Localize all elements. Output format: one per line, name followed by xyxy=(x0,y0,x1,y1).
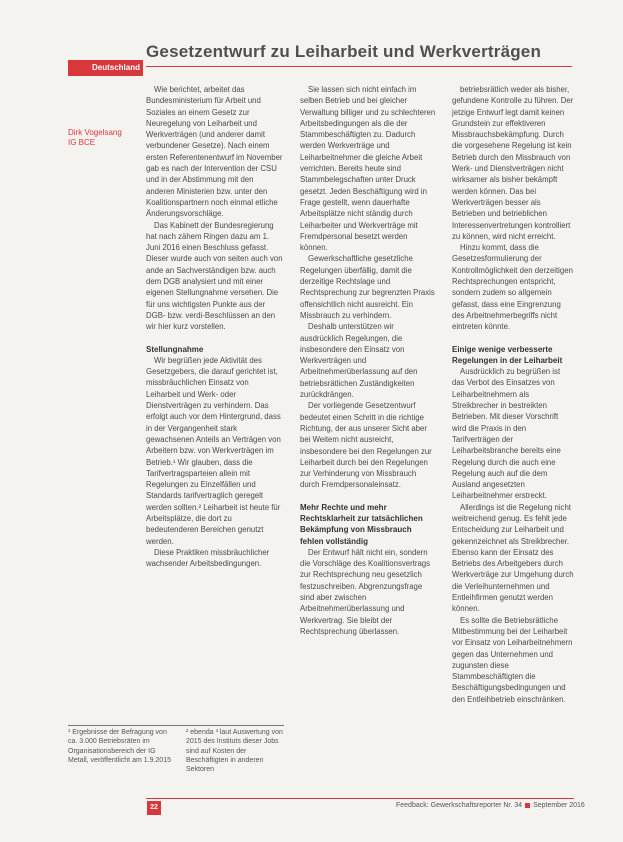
page-number: 22 xyxy=(147,801,161,815)
body-paragraph: Der Entwurf hält nicht ein, sondern die Vorschläge des Koalitionsvertrags zur Rechtsprechung neu gesetzlich festzuschreiben. Abgrenzungsfrage sind aber zwischen Arbeitnehmerüberlassung und Werkvertrag. Sie bleibt der Rechtsprechung überlassen. xyxy=(300,547,431,636)
paragraph-gap xyxy=(452,333,574,344)
publication-date: September 2016 xyxy=(533,802,585,809)
body-paragraph: betriebsrätlich weder als bisher, gefundene Kontrolle zu führen. Der jetzige Entwurf legt damit keinen Grundstein zur effektiveren Missbrauchsbekämpfung. Durch die vorgesehene Regelung ist kein Betrieb durch den Missbrauch von Werk- und Dienstverträgen nicht wirksamer als bisher bekämpft werden können. Das bei Werkverträgen besser als Betrieben und betrieblichen Interessenvertretungen kontrolliert zu können, wird nicht erreicht. xyxy=(452,85,574,241)
author-affiliation: IG BCE xyxy=(68,138,96,147)
title-rule xyxy=(146,66,572,67)
footer-separator xyxy=(525,803,530,808)
body-paragraph: Das Kabinett der Bundesregierung hat nach zähem Ringen dazu am 1. Juni 2016 einen Beschluss gefasst. Dieser wurde auch von seiten auch von ande an Sachverständigen bzw. auch dem DGB analysiert und mit einer eigenen Stellungnahme versehen. Die für uns wichtigsten Punkte aus der DGB- bzw. verdi-Beschlüssen an den wir hier kurz vorstellen. xyxy=(146,220,283,332)
body-paragraph: Sie lassen sich nicht einfach im selben Betrieb und bei gleicher Verwaltung billiger und zu schlechteren Arbeitsbedingungen als die der Stammbeschäftigten zu. Dadurch werden Werkverträge und Leiharbeitnehmer die gleiche Arbeit verrichten. Bereits heute sind Stammbelegschaften unter Druck gesetzt. Jeden Beschäftigung wird in Frage gestellt, wenn dauerhafte Arbeitsplätze nicht ständig durch Leiharbeiter und Werkverträge mit Fremdpersonal besetzt werden können. xyxy=(300,85,436,253)
body-paragraph: Allerdings ist die Regelung nicht weitreichend genug. Es fehlt jede Entscheidung zur Leiharbeit und gekennzeichnet als Streikbrecher. Ebenso kann der Einsatz des Betriebs des Arbeitgebers durch Werkverträge zur Umgehung durch die Verleihunternehmen und Entleihfirmen genutzt werden können. xyxy=(452,502,574,614)
author-name: Dirk Vogelsang xyxy=(68,128,122,137)
body-paragraph: Gewerkschaftliche gesetzliche Regelungen überfällig, damit die derzeitige Rechtslage und Rechtsprechung zur begrenzten Praxis offensichtlich nicht ausreicht. Ein Missbrauch zu verhindern. xyxy=(300,254,435,320)
body-paragraph: Diese Praktiken missbräuchlicher wachsender Arbeitsbedingungen. xyxy=(146,547,270,569)
section-heading: Einige wenige verbesserte Regelungen in der Leiharbeit xyxy=(452,344,563,365)
body-paragraph: Wie berichtet, arbeitet das Bundesministerium für Arbeit und Soziales an einem Gesetz zur Neuregelung von Leiharbeit und Werkverträgen (und anderer damit verbundener Gesetze). Nach einem ersten Referentenentwurf im November gab es nach der Intervention der CSU und in der Abstimmung mit den anderen Ministerien bzw. unter den Koalitionspartnern noch einmal etliche Änderungsvorschläge. xyxy=(146,85,283,219)
footnote-rule xyxy=(68,725,284,726)
publication-name: Feedback: Gewerkschaftsreporter Nr. 34 xyxy=(396,802,523,809)
text-column-1 xyxy=(146,84,284,569)
paragraph-gap xyxy=(146,333,284,344)
section-heading: Stellungnahme xyxy=(146,344,204,354)
body-paragraph: Hinzu kommt, dass die Gesetzesformulierung der Kontrollmöglichkeit den derzeitigen Rechtsprechungen entspricht, sondern zudem so allgemein gefasst, dass eine Eingrenzung des Arbeitnehmerbegriffs nicht eintreten könnte. xyxy=(452,243,573,332)
body-paragraph: Es sollte die Betriebsrätliche Mitbestimmung bei der Leiharbeit vor Einsatz von Leiharbeitnehmern gegen das Unternehmen und zugunsten diese Stammbeschäftigten die Beschäftigungsbedingungen und den Entleihbetrieb einschränken. xyxy=(452,615,573,704)
section-heading: Mehr Rechte und mehr Rechtsklarheit zur tatsächlichen Bekämpfung von Missbrauch fehlen vollständig xyxy=(300,502,423,546)
body-paragraph: Ausdrücklich zu begrüßen ist das Verbot des Einsatzes von Leiharbeitnehmern als Streikbrecher in bestreikten Betrieben. Mit dieser Vorschrift wird die Praxis in den Tarifverträgen der Leiharbeitsbranche bereits eine Regelung durch die auch eine Regelung auch auf die dem Ausland angesetzten Leiharbeitnehmer erstreckt. xyxy=(452,367,561,501)
article-title: Gesetzentwurf zu Leiharbeit und Werkverträgen xyxy=(146,42,542,61)
text-column-2 xyxy=(300,84,437,637)
section-tag: Deutschland xyxy=(68,60,143,76)
author-byline xyxy=(68,128,122,148)
text-column-3 xyxy=(452,84,574,705)
body-paragraph: Der vorliegende Gesetzentwurf bedeutet einen Schritt in die richtige Richtung, der aus unserer Sicht aber bei Weitem nicht ausreicht, insbesondere bei den Regelungen zur Leiharbeit durch bei den Regelungen zur Verhinderung von Missbrauch durch Fremdpersonaleinsatz. xyxy=(300,401,432,490)
footer-publication xyxy=(396,802,585,809)
footer-rule xyxy=(146,798,574,799)
paragraph-gap xyxy=(300,491,437,502)
footnote-2: ² ebenda ³ laut Auswertung von 2015 des Instituts dieser Jobs sind auf Kosten der Beschäftigten in anderen Sektoren xyxy=(186,729,283,774)
body-paragraph: Deshalb unterstützen wir ausdrücklich Regelungen, die insbesondere den Einsatz von Werkverträgen und Arbeitnehmerüberlassung auf den betriebsrätlichen Zuständigkeiten zurückdrängen. xyxy=(300,322,418,400)
footnote-1: ¹ Ergebnisse der Befragung von ca. 3.000 Betriebsräten im Organisationsbereich der IG Metall, veröffentlicht am 1.9.2015 xyxy=(68,729,171,764)
body-paragraph: Wir begrüßen jede Aktivität des Gesetzgebers, die darauf gerichtet ist, missbräuchlichen Einsatz von Leiharbeit und Werk- oder Dienstverträgen zu verhindern. Das erfolgt auch vor dem Hintergrund, dass in der Vergangenheit stark gewachsenen Anteils an Verträgen von Arbeitern bzw. von Werkverträgen im Betrieb.¹ Wir glauben, dass die Tarifvertragsparteien allein mit Regelungen zu Einzelfällen und Standards tarifvertraglich geregelt werden sollten.² Leiharbeit ist heute für Arbeitsplätze, die dort zu bedeutenderen Bereichen genutzt werden. xyxy=(146,355,281,546)
